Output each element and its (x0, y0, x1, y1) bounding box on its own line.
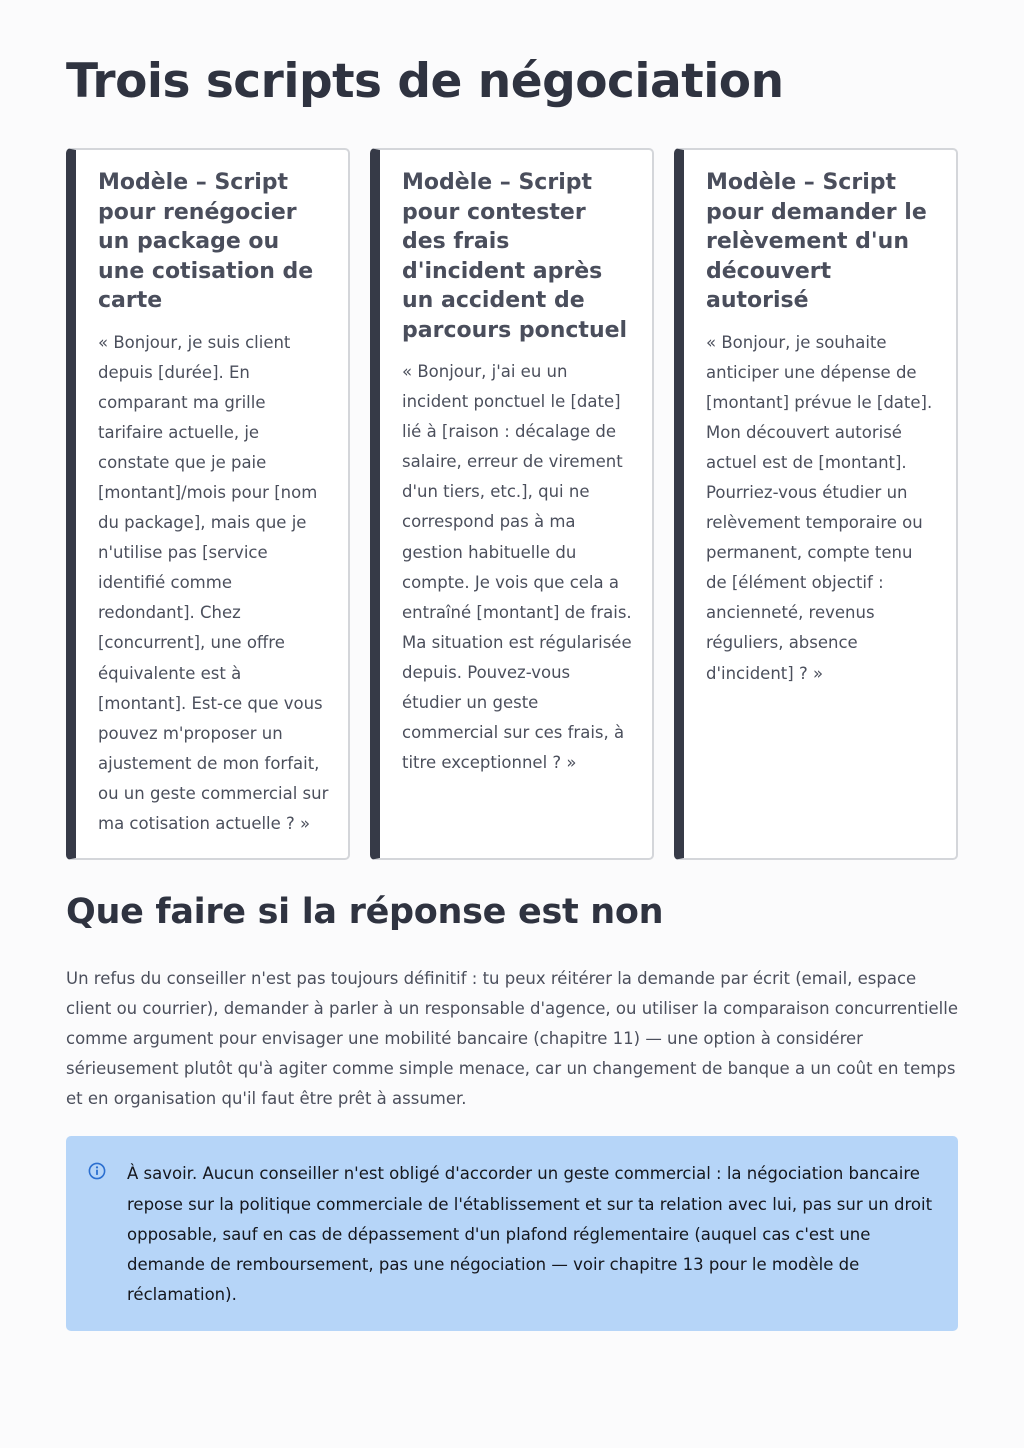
section-title: Que faire si la réponse est non (66, 892, 664, 932)
script-card-incident-fees (370, 148, 654, 860)
script-card-overdraft (674, 148, 958, 860)
script-cards (66, 148, 958, 860)
card-title: Modèle – Script pour renégocier un package ou une cotisation de carte (98, 170, 314, 313)
info-icon (88, 1162, 106, 1180)
card-body: « Bonjour, je suis client depuis [durée]. En comparant ma grille tarifaire actuelle, je constate que je paie [montant]/mois pour [nom du package], mais que je n'utilise pas [service identifié comme redondant]. Chez [concurrent], une offre équivalente est à [montant]. Est-ce que vous pouvez m'proposer un ajustement de mon forfait, ou un geste commercial sur ma cotisation actuelle ? » (98, 332, 329, 833)
info-callout (66, 1136, 958, 1331)
card-title: Modèle – Script pour contester des frais d'incident après un accident de parcours ponctuel (402, 170, 628, 343)
card-body: « Bonjour, je souhaite anticiper une dépense de [montant] prévue le [date]. Mon découvert autorisé actuel est de [montant]. Pourriez-vous étudier un relèvement temporaire ou permanent, compte tenu de [élément objectif : ancienneté, revenus réguliers, absence d'incident] ? » (706, 332, 933, 683)
card-body: « Bonjour, j'ai eu un incident ponctuel le [date] lié à [raison : décalage de salaire, erreur de virement d'un tiers, etc.], qui ne correspond pas à ma gestion habituelle du compte. Je vois que cela a entraîné [montant] de frais. Ma situation est régularisée depuis. Pouvez-vous étudier un geste commercial sur ces frais, à titre exceptionnel ? » (402, 362, 632, 773)
info-callout-text: À savoir. Aucun conseiller n'est obligé d'accorder un geste commercial : la négociation bancaire repose sur la politique commerciale de l'établissement et sur ta relation avec lui, pas sur un droit opposable, sauf en cas de dépassement d'un plafond réglementaire (auquel cas c'est une demande de remboursement, pas une négociation — voir chapitre 13 pour le modèle de réclamation). (127, 1164, 933, 1304)
page-title: Trois scripts de négociation (66, 54, 784, 109)
script-card-package (66, 148, 350, 860)
card-title: Modèle – Script pour demander le relèvement d'un découvert autorisé (706, 170, 927, 313)
section-paragraph: Un refus du conseiller n'est pas toujours définitif : tu peux réitérer la demande par écrit (email, espace client ou courrier), demander à parler à un responsable d'agence, ou utiliser la comparaison concurrentielle comme argument pour envisager une mobilité bancaire (chapitre 11) — une option à considérer sérieusement plutôt qu'à agiter comme simple menace, car un changement de banque a un coût en temps et en organisation qu'il faut être prêt à assumer. (66, 969, 958, 1109)
